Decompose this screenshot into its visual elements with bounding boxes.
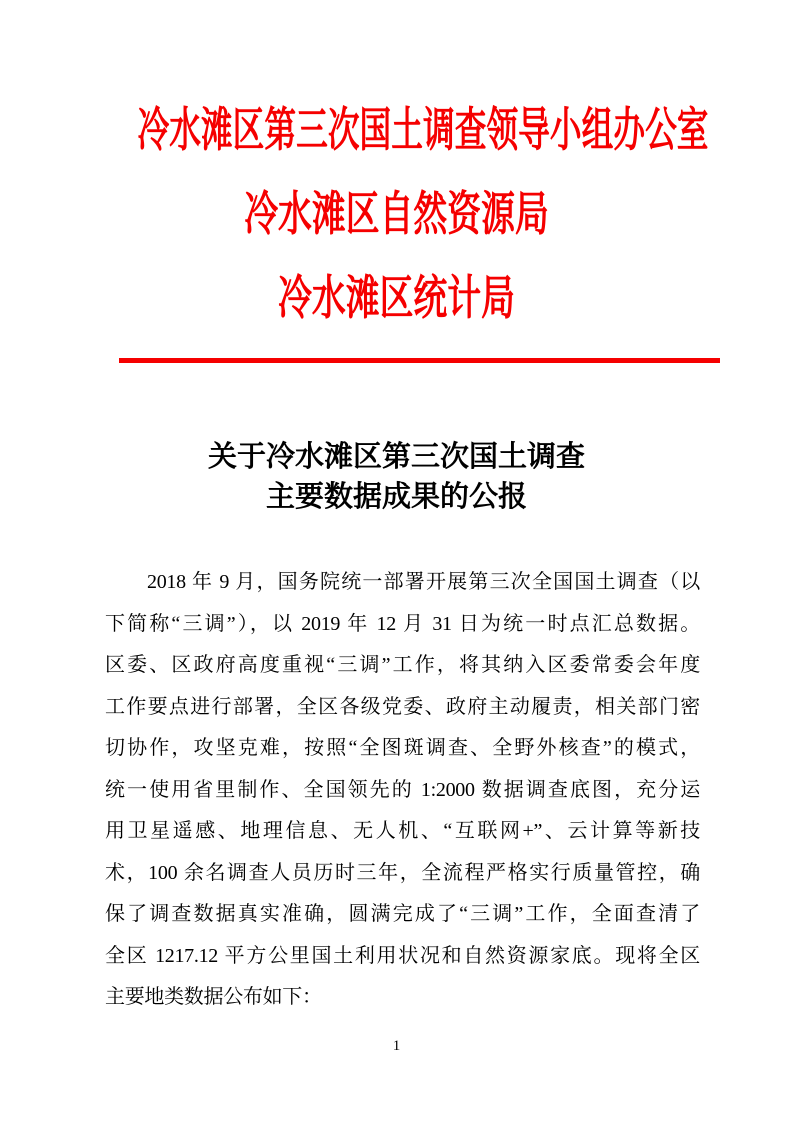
body-paragraph xyxy=(105,562,700,1019)
document-title-line-1: 关于冷水滩区第三次国土调查 xyxy=(207,441,585,473)
page-number: 1 xyxy=(392,1038,401,1054)
agency-line-2 xyxy=(0,184,793,268)
body-text-line: 切协作，攻坚克难，按照“全图斑调查、全野外核查”的模式， xyxy=(105,737,700,759)
document-title-line-2: 主要数据成果的公报 xyxy=(265,481,527,513)
body-text-line: 主要地类数据公布如下： xyxy=(105,986,322,1008)
red-divider-rule xyxy=(119,358,720,363)
body-text-line: 下简称“三调”），以 2019 年 12 月 31 日为统一时点汇总数据。 xyxy=(105,612,700,635)
body-text-line: 用卫星遥感、地理信息、无人机、“互联网+”、云计算等新技 xyxy=(105,820,700,842)
agency-line-2-text: 冷水滩区自然资源局 xyxy=(244,187,549,240)
body-text-line: 工作要点进行部署，全区各级党委、政府主动履责，相关部门密 xyxy=(105,695,700,718)
agency-line-3-text: 冷水滩区统计局 xyxy=(278,271,515,324)
agency-line-3 xyxy=(0,268,793,352)
agency-line-1 xyxy=(0,100,793,184)
body-text-line: 保了调查数据真实准确，圆满完成了“三调”工作，全面查清了 xyxy=(105,903,700,925)
body-text-line: 2018 年 9 月，国务院统一部署开展第三次全国国土调查（以 xyxy=(147,571,700,593)
body-text-line: 区委、区政府高度重视“三调”工作，将其纳入区委常委会年度 xyxy=(105,654,700,676)
body-text-line: 术，100 余名调查人员历时三年，全流程严格实行质量管控，确 xyxy=(105,861,700,884)
agency-line-1-text: 冷水滩区第三次国土调查领导小组办公室 xyxy=(137,103,709,156)
issuing-agencies-header xyxy=(0,100,793,352)
body-text-line: 统一使用省里制作、全国领先的 1:2000 数据调查底图，充分运 xyxy=(105,778,700,801)
document-title xyxy=(0,437,793,517)
body-text-line: 全区 1217.12 平方公里国土利用状况和自然资源家底。现将全区 xyxy=(105,944,700,967)
